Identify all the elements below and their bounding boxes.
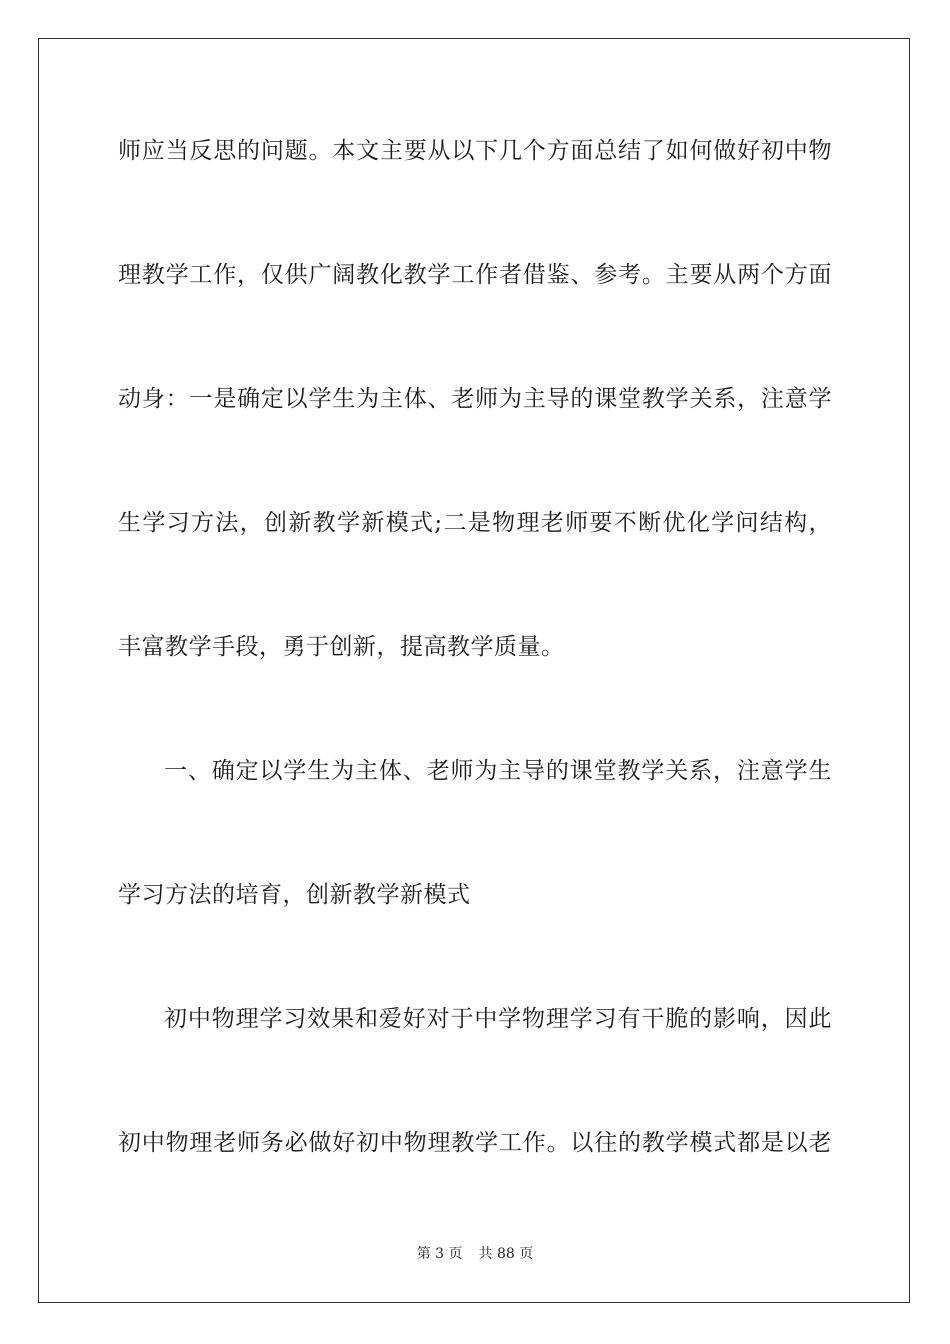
page-number: 第 3 页 [416, 1246, 463, 1262]
page-footer [0, 1244, 950, 1264]
section-heading-line: 一、确定以学生为主体、老师为主导的课堂教学关系，注意学生 [164, 758, 832, 784]
body-line: 理教学工作，仅供广阔教化教学工作者借鉴、参考。主要从两个方面 [118, 262, 832, 288]
body-line: 初中物理学习效果和爱好对于中学物理学习有干脆的影响，因此 [164, 1006, 832, 1032]
body-line: 丰富教学手段，勇于创新，提高教学质量。 [118, 634, 565, 660]
page-border [38, 38, 910, 1303]
body-line: 动身：一是确定以学生为主体、老师为主导的课堂教学关系，注意学 [118, 386, 832, 412]
body-line: 生学习方法，创新教学新模式;二是物理老师要不断优化学问结构， [118, 510, 832, 536]
section-heading-line: 学习方法的培育，创新教学新模式 [118, 882, 471, 908]
body-line: 师应当反思的问题。本文主要从以下几个方面总结了如何做好初中物 [118, 138, 832, 164]
total-pages: 共 88 页 [478, 1246, 534, 1262]
body-line: 初中物理老师务必做好初中物理教学工作。以往的教学模式都是以老 [118, 1130, 832, 1156]
